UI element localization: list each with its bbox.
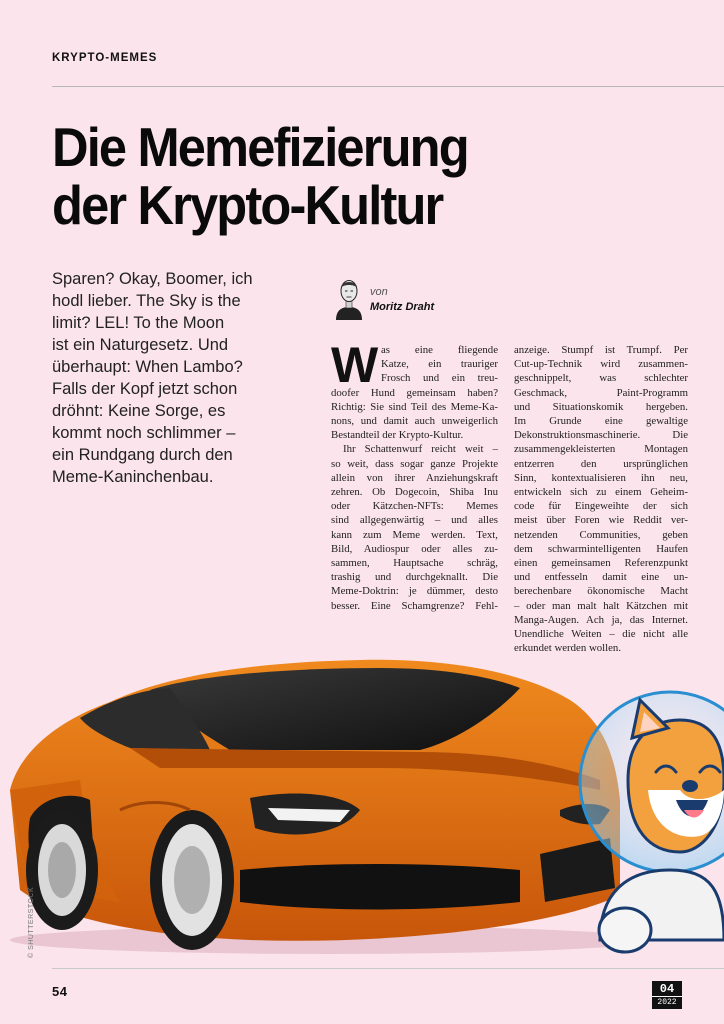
body-line: entzerren den ursprünglichen	[514, 457, 688, 470]
byline-prefix: von	[370, 286, 388, 298]
body-line: Cut-up-Technik wird zusammen-	[514, 358, 688, 371]
body-line: Sinn, kontextualisieren ihn neu,	[514, 471, 688, 484]
teaser-line: kommt noch schlimmer –	[52, 424, 236, 442]
body-line: sammen, Hauptsache schräg,	[331, 557, 498, 570]
issue-badge	[652, 981, 682, 1009]
footer-rule	[52, 968, 724, 969]
body-line: sind allgegenwärtig – und alles	[331, 514, 498, 527]
title-line: Die Memefizierung	[52, 116, 468, 178]
body-line: Bestandteil der Krypto-Kultur.	[331, 429, 464, 442]
body-line: code für Eingeweihte der sich	[514, 500, 688, 513]
body-line: so weit, dass sogar ganze Projekte	[331, 457, 498, 470]
teaser-line: dröhnt: Keine Sorge, es	[52, 402, 226, 420]
body-line: Unendliche Weiten – die nicht alle	[514, 628, 688, 641]
body-line: allein von ihrer Anziehungskraft	[331, 471, 498, 484]
teaser-line: überhaupt: When Lambo?	[52, 358, 243, 376]
body-line: Dekonstruktionsmaschinerie. Die	[514, 429, 688, 442]
body-line: und entfesseln damit eine un-	[514, 571, 688, 584]
shiba-astronaut	[580, 692, 724, 952]
body-line: Meme-Doktrin: je dümmer, desto	[331, 585, 498, 598]
teaser-line: Meme-Kaninchenbau.	[52, 468, 214, 486]
article-column-2	[514, 343, 688, 655]
body-line: Manga-Augen. Ach ja, das Internet.	[514, 613, 688, 626]
sports-car	[10, 660, 650, 954]
body-line: Frosch und ein treu-	[381, 372, 498, 385]
body-line: Katze, ein trauriger	[381, 358, 498, 371]
issue-number: 04	[652, 982, 682, 997]
teaser-line: Sparen? Okay, Boomer, ich	[52, 270, 253, 288]
teaser-line: ist ein Naturgesetz. Und	[52, 336, 229, 354]
section-kicker: KRYPTO-MEMES	[52, 52, 158, 64]
body-line: und Situationskomik hergeben.	[514, 400, 688, 413]
image-credit: © SHUTTERSTOCK	[28, 886, 35, 958]
body-line: berechenbare ökonomische Macht	[514, 585, 688, 598]
body-line: Richtig: Sie sind Teil des Meme-Ka-	[331, 400, 498, 413]
author-portrait	[334, 276, 364, 320]
body-line: Bild, Audiospur oder alles zu-	[331, 542, 498, 555]
body-line: besser. Eine Schamgrenze? Fehl-	[331, 599, 498, 612]
header-rule	[52, 86, 724, 87]
article-column-1	[331, 337, 498, 613]
body-line: geschnippelt, was schlechter	[514, 372, 688, 385]
body-line: Im Grunde eine gewaltige	[514, 415, 688, 428]
body-line: Geschmack, Paint-Programm	[514, 386, 688, 399]
drop-cap: W	[331, 337, 379, 393]
author-byline	[334, 276, 494, 320]
body-line: dem schwarmintelligenten Haufen	[514, 542, 688, 555]
author-name: Moritz Draht	[370, 301, 435, 313]
body-line: – oder man malt halt Kätzchen mit	[514, 599, 688, 612]
title-line: der Krypto-Kultur	[52, 174, 443, 236]
body-line: einen gemeinsamen Referenzpunkt	[514, 557, 688, 570]
teaser-line: limit? LEL! To the Moon	[52, 314, 225, 332]
body-line: anzeige. Stumpf ist Trumpf. Per	[514, 344, 688, 356]
teaser-line: Falls der Kopf jetzt schon	[52, 380, 238, 398]
body-line: doofer Hund gemeinsam haben?	[331, 386, 498, 399]
body-line: zehren. Ob Dogecoin, Shiba Inu	[331, 486, 498, 499]
lambo-and-shiba-illustration	[0, 640, 724, 970]
page-title	[52, 118, 530, 234]
issue-year: 2022	[657, 998, 677, 1007]
body-line: netzenden Communities, geben	[514, 528, 688, 541]
body-line: trashig und durchgeknallt. Die	[331, 571, 498, 584]
body-line: meist über Foren wie Reddit ver-	[514, 514, 688, 527]
body-line: nons, und damit auch unweigerlich	[331, 415, 498, 428]
teaser-line: ein Rundgang durch den	[52, 446, 233, 464]
body-line: Ihr Schattenwurf reicht weit –	[343, 443, 498, 456]
body-line: erkundet werden wollen.	[514, 642, 622, 655]
body-line: zusammengekleisterten Montagen	[514, 443, 688, 456]
body-line: as eine fliegende	[381, 344, 498, 356]
body-line: kann zum Meme werden. Text,	[331, 528, 498, 541]
body-line: entwickeln sich zu einem Geheim-	[514, 486, 688, 499]
teaser	[52, 268, 252, 488]
body-line: oder Kätzchen-NFTs: Memes	[331, 500, 498, 513]
page-number: 54	[52, 984, 68, 999]
teaser-line: hodl lieber. The Sky is the	[52, 292, 241, 310]
